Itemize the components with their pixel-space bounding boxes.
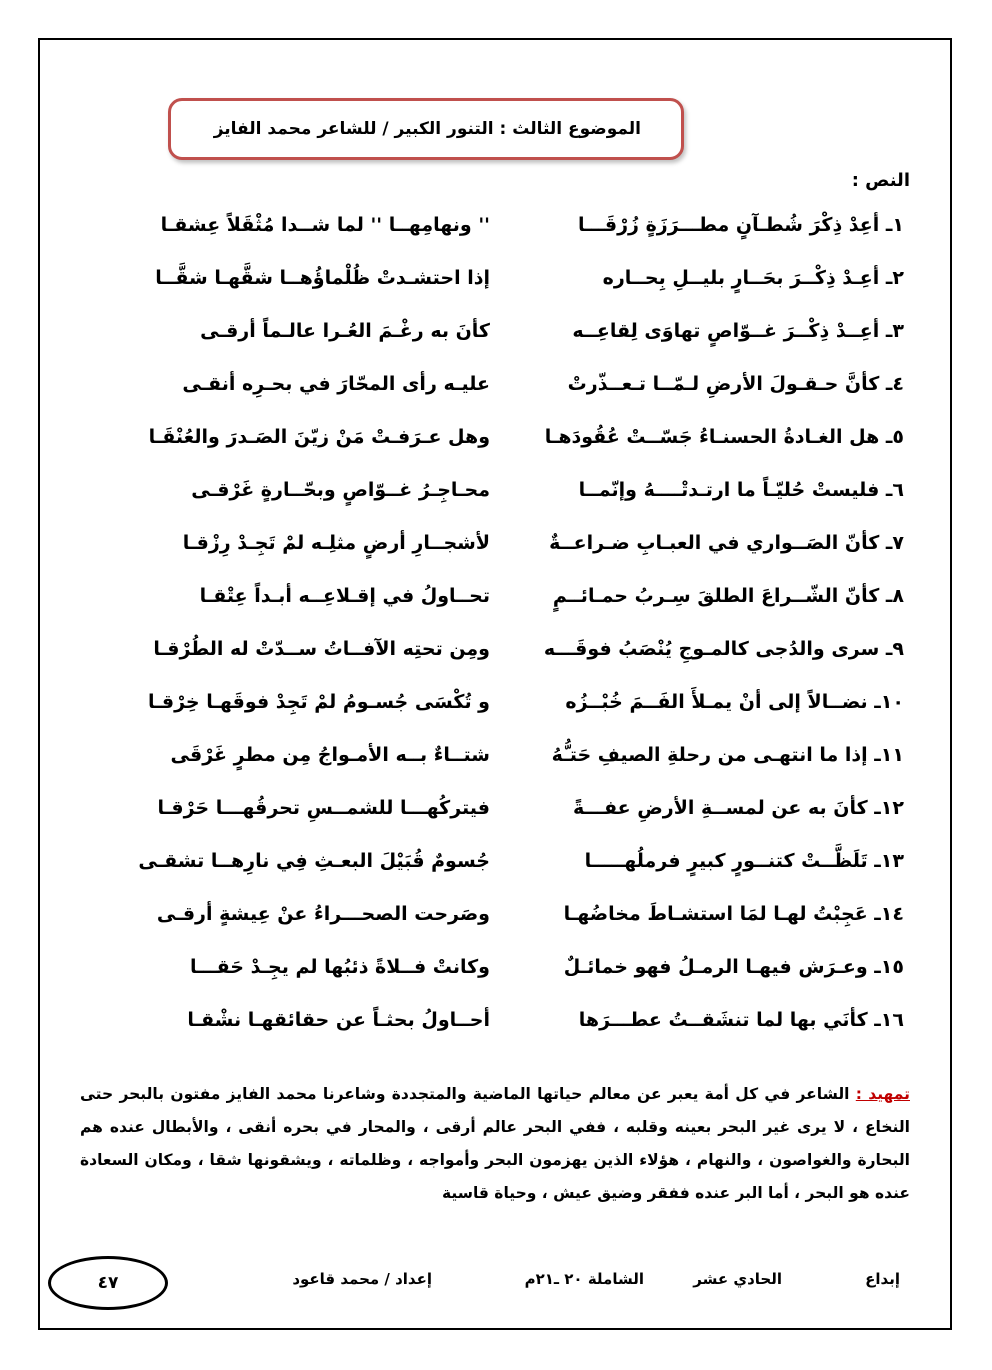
verse-row [40, 947, 952, 987]
verse-first-hemistich: ٢ـ أعِـدْ ذِكْــرَ بحَــارٍ بليــلِ بِحــاره [602, 267, 904, 289]
verse-first-hemistich: ٩ـ سرى والدُجى كالمـوجِ يُنْصَبُ فوقَـــه [543, 638, 904, 660]
intro-body: الشاعر في كل أمة يعبر عن معالم حياتها الماضية والمتجددة وشاعرنا محمد الفايز مفتون بالبحر حتى النخاع ، لا يرى غير البحر بعينه وقلبه ، ففي البحر عالم أرقى ، والمحار في بحره أنقى ، والأبطال عنده هم البحارة والغواصون ، والنهام ، هؤلاء الذين يهزمون البحر وأمواجه ، وظلماته ، ويشقونها شقا ، ومكان السعادة عنده هو البحر ، أما البر عنده ففقر وضيق عيش ، وحياة قاسية [80, 1085, 910, 1202]
verse-first-hemistich: ١١ـ إذا ما انتهـى من رحلةِ الصيفِ حَتـُّهُ [551, 744, 904, 766]
verse-second-hemistich: ومِن تحتِه الآفــاتُ ســدّتْ له الطُرْقـا [153, 638, 490, 660]
verse-second-hemistich: شتــاءٌ بــه الأمـواجُ مِن مطرٍ غَرْقَى [170, 744, 490, 766]
verse-second-hemistich: '' ونهامِهــا '' لما شــدا مُثْقَلاً عِشقـا [160, 214, 490, 236]
verse-row [40, 735, 952, 775]
verse-first-hemistich: ١٣ـ تَلَظَّــتْ كتنــورٍ كبيرٍ فرملُهـــــا [584, 850, 904, 872]
verse-row [40, 629, 952, 669]
verse-row [40, 311, 952, 351]
verse-first-hemistich: ٧ـ كأنّ الصَــواري في العبـابِ ضـراعــةٌ [549, 532, 904, 554]
verse-second-hemistich: أحــاولُ بحثـاً عن حقائقهـا نشْقـا [187, 1009, 490, 1031]
verse-second-hemistich: جُسومٌ قُبَيْلَ البعـثِ فِي نارِهــا تشقـى [138, 850, 490, 872]
verse-first-hemistich: ١٤ـ عَجِبْتُ لهـا لمَا استشـاطَ مخاضُهـا [563, 903, 904, 925]
verse-row [40, 894, 952, 934]
verse-first-hemistich: ٨ـ كأنّ الشّــراعَ الطلقَ سِـربُ حمـائــمٍ [552, 585, 904, 607]
verse-row [40, 682, 952, 722]
verse-second-hemistich: عليـه رأى المحّارَ في بحـرِه أنقـى [182, 373, 490, 395]
intro-paragraph [80, 1078, 910, 1210]
verse-row [40, 205, 952, 245]
verse-row [40, 841, 952, 881]
verse-row [40, 364, 952, 404]
verse-first-hemistich: ١ـ أعِدْ ذِكْرَ شُطـآنٍ مطـــرَزَةٍ زُرْقَـــا [578, 214, 904, 236]
verse-row [40, 1000, 952, 1040]
verse-second-hemistich: وصَرحت الصحـــراءُ عنْ عِيشةٍ أرقـى [156, 903, 490, 925]
verse-first-hemistich: ١٠ـ نضــالاً إلى أنْ يمـلأَ الفَــمَ خُبْــزُه [565, 691, 904, 713]
verse-row [40, 417, 952, 457]
verse-second-hemistich: وكانتْ فــلاةً ذئبُها لم يجِـدْ حَقـــا [189, 956, 490, 978]
verse-second-hemistich: فيتركُهـــا للشمــسِ تحرقُهـــا حَرْقـا [157, 797, 490, 819]
verse-first-hemistich: ١٦ـ كأنَي بها لما تنشَقــتُ عطـــرَها [578, 1009, 904, 1031]
text-label: النص : [851, 170, 910, 191]
verse-row [40, 523, 952, 563]
verse-second-hemistich: وهل عـرَفـتْ مَنْ زيّنَ الصَـدرَ والعُنْقَـا [148, 426, 490, 448]
verse-second-hemistich: إذا احتشـدتْ ظُلْماؤُهــا شقَّهـا شقَّــا [155, 267, 490, 289]
verse-row [40, 470, 952, 510]
footer-author: إعداد / محمد قاعود [292, 1270, 432, 1288]
page-number-oval [48, 1256, 168, 1310]
verse-second-hemistich: تحــاولُ في إقـلاعِــه أبـداً عِتْقـا [199, 585, 490, 607]
verse-first-hemistich: ١٢ـ كأنَ به عن لمســةِ الأرضِ عفـــةً [572, 797, 904, 819]
verse-second-hemistich: كأنَ به رغْـمَ العُـرا عالـماً أرقـى [200, 320, 490, 342]
page-number: ٤٧ [97, 1273, 119, 1293]
verse-second-hemistich: و تُكْسَى جُسـومُ لمْ تَجِدْ فوقَهـا خِرْقـا [148, 691, 490, 713]
footer-grade: الحادي عشر [693, 1270, 782, 1288]
verse-first-hemistich: ٥ـ هل الغـادةُ الحسنـاءُ جَسّــتْ عُقُودَهـا [544, 426, 904, 448]
footer-ibda: إبداع [865, 1270, 900, 1288]
verse-row [40, 576, 952, 616]
verse-first-hemistich: ١٥ـ وعـرَش فيهـا الرمـلُ فهو خمائـلٌ [563, 956, 904, 978]
topic-title: الموضوع الثالث : التنور الكبير / للشاعر محمد الفايز [213, 119, 641, 139]
verse-first-hemistich: ٦ـ فليستْ حُليّـاً ما ارتـدتْــــهُ وإنّمــا [578, 479, 904, 501]
verse-row [40, 258, 952, 298]
verse-second-hemistich: لأشجــارِ أرضٍ مثلِـه لمْ تَجِـدْ رِزْقـا [182, 532, 490, 554]
footer-edition: الشاملة ٢٠ ـ٢١م [524, 1270, 644, 1288]
verse-second-hemistich: محـاجِـرُ غــوّاصٍ وبحّــارةٍ غَرْقـى [191, 479, 490, 501]
intro-heading: تمهيد : [855, 1085, 910, 1103]
verse-row [40, 788, 952, 828]
verse-first-hemistich: ٣ـ أعِــدْ ذِكْــرَ غــوّاصٍ تهاوَى لِقاعِــه [572, 320, 904, 342]
topic-title-box [168, 98, 684, 160]
verse-first-hemistich: ٤ـ كأنَّ حـقـولَ الأرضِ لـمّــا تـعــذّرتْ [567, 373, 904, 395]
